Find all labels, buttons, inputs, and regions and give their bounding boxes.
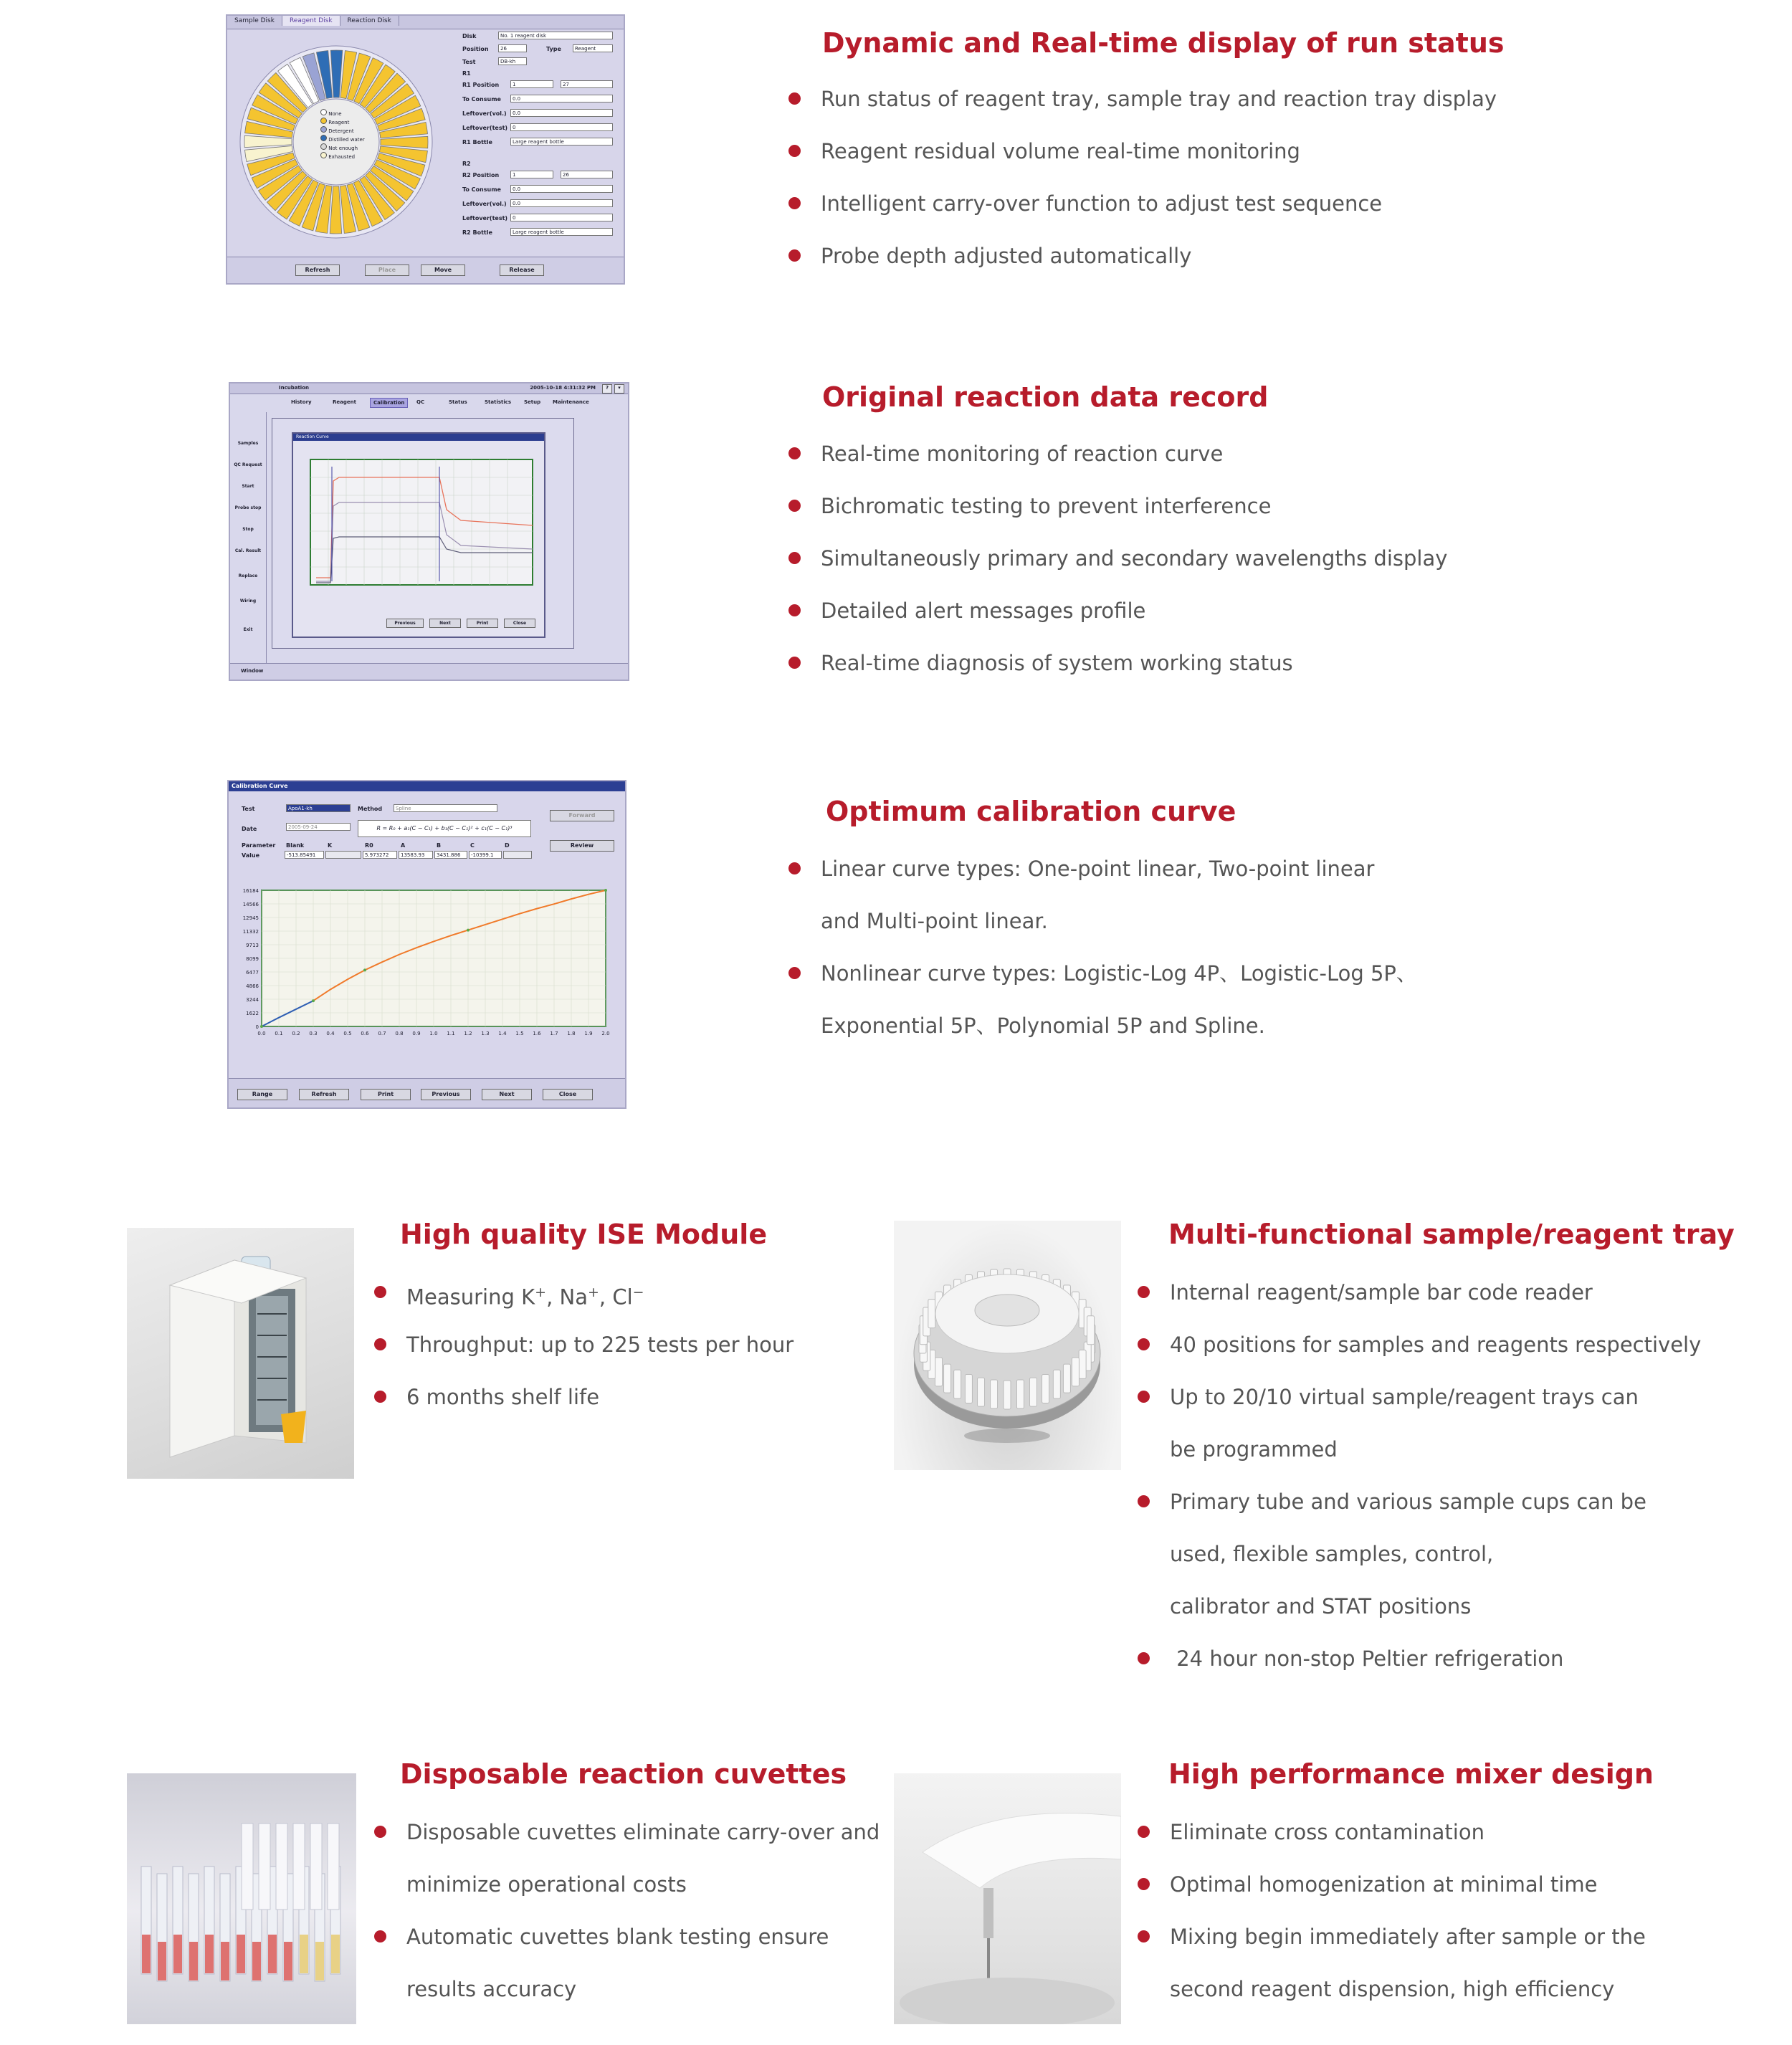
value-c: -10399.1 — [469, 851, 502, 859]
cuvette-liquid — [315, 1942, 324, 1980]
list-item: Run status of reagent tray, sample tray and reaction tray display — [788, 85, 1497, 137]
bullet-dot-icon — [788, 197, 801, 209]
print-button[interactable]: Print — [361, 1089, 411, 1100]
list-item: Linear curve types: One-point linear, Two-point linear — [788, 854, 1417, 907]
sample-tube — [1072, 1358, 1079, 1386]
y-tick-label: 6477 — [246, 970, 259, 976]
window-title-bar: Calibration Curve — [229, 781, 625, 791]
list-item: Automatic cuvettes blank testing ensure — [374, 1922, 880, 1975]
value-k — [325, 851, 361, 859]
bullet-dot-icon — [788, 657, 801, 669]
section6-title: Disposable reaction cuvettes — [400, 1758, 847, 1790]
place-button[interactable]: Place — [365, 264, 409, 276]
x-tick-label: 1.2 — [464, 1031, 472, 1036]
r2-position-field-2: 26 — [561, 171, 613, 178]
disk-button-bar — [227, 257, 624, 283]
x-tick-label: 0.5 — [343, 1031, 352, 1036]
bullet-dot-icon — [788, 447, 801, 459]
list-item: second reagent dispension, high efficiency — [1170, 1977, 1615, 2001]
list-item: and Multi-point linear. — [821, 909, 1048, 933]
side-item-stop[interactable]: Stop — [242, 527, 254, 532]
side-item-qc-request[interactable]: QC Request — [234, 462, 262, 467]
bullet-dot-icon — [374, 1338, 386, 1350]
x-tick-label: 1.1 — [447, 1031, 455, 1036]
section3-title: Optimum calibration curve — [826, 796, 1236, 827]
close-button[interactable]: Close — [504, 619, 535, 628]
section7-title: High performance mixer design — [1168, 1758, 1654, 1790]
sample-tube — [928, 1300, 935, 1328]
disk-legend — [320, 109, 365, 161]
side-item-start[interactable]: Start — [242, 484, 254, 489]
section7-bullets — [1138, 1818, 1646, 2027]
r2-position-field: 1 — [510, 171, 553, 178]
r1-position-field: 1 — [510, 80, 553, 88]
sample-tube — [1053, 1370, 1060, 1398]
side-item-replace[interactable]: Replace — [238, 573, 258, 578]
tab-reagent-disk[interactable]: Reagent Disk — [282, 16, 340, 26]
legend-detergent: Detergent — [328, 128, 354, 134]
list-item: Optimal homogenization at minimal time — [1138, 1870, 1646, 1922]
bullet-dot-icon — [1138, 1391, 1150, 1403]
cuvette-liquid — [158, 1942, 166, 1980]
side-toolbar — [230, 412, 267, 664]
tab-reagent[interactable]: Reagent — [333, 399, 356, 405]
x-tick-label: 1.7 — [550, 1031, 558, 1036]
list-item: Internal reagent/sample bar code reader — [1138, 1278, 1701, 1330]
value-r0: 5.973272 — [363, 851, 397, 859]
cuvette — [259, 1824, 270, 1910]
r2-leftover-vol-field: 0.0 — [510, 199, 613, 207]
range-button[interactable]: Range — [237, 1089, 287, 1100]
r1-bottle-field: Large reagent bottle — [510, 138, 613, 146]
sample-tube — [1029, 1378, 1036, 1406]
list-item: Intelligent carry-over function to adjust test sequence — [788, 189, 1497, 242]
y-tick-label: 12945 — [242, 915, 259, 921]
disk-label: Disk — [462, 33, 477, 39]
bullet-dot-icon — [788, 967, 801, 979]
header-incubation: Incubation — [279, 385, 309, 391]
section4-title: High quality ISE Module — [400, 1219, 768, 1250]
cuvette — [310, 1824, 322, 1910]
bullet-dot-icon — [374, 1391, 386, 1403]
move-button[interactable]: Move — [421, 264, 465, 276]
list-item: 24 hour non-stop Peltier refrigeration — [1138, 1644, 1701, 1697]
list-item: Up to 20/10 virtual sample/reagent trays can — [1138, 1383, 1701, 1435]
reaction-curve-dialog — [292, 432, 545, 638]
r2-label: R2 — [462, 161, 471, 167]
list-item: results accuracy — [406, 1977, 577, 2001]
refresh-button[interactable]: Refresh — [295, 264, 340, 276]
x-tick-label: 0.6 — [361, 1031, 369, 1036]
r1-position-field-2: 27 — [561, 80, 613, 88]
x-tick-label: 0.3 — [309, 1031, 318, 1036]
footer-window-label: Window — [241, 668, 264, 674]
chloride-charge: − — [632, 1284, 644, 1300]
cuvette-liquid — [173, 1935, 182, 1973]
data-point — [363, 968, 366, 971]
x-tick-label: 1.5 — [515, 1031, 524, 1036]
bullet-dot-icon — [374, 1826, 386, 1838]
position-field: 26 — [498, 44, 527, 52]
bullet-dot-icon — [1138, 1878, 1150, 1890]
cuvette-liquid — [300, 1935, 308, 1973]
sample-tube — [1042, 1374, 1049, 1403]
legend-reagent: Reagent — [328, 120, 350, 125]
cuvette-liquid — [237, 1935, 245, 1973]
x-tick-label: 1.6 — [533, 1031, 541, 1036]
r1-label: R1 — [462, 70, 471, 77]
legend-distilled-water: Distilled water — [328, 137, 365, 143]
forward-button[interactable]: Forward — [550, 810, 614, 821]
dialog-title-bar: Reaction Curve — [293, 434, 544, 441]
bullet-dot-icon — [1138, 1286, 1150, 1298]
x-tick-label: 0.8 — [395, 1031, 404, 1036]
list-item: Mixing begin immediately after sample or the — [1138, 1922, 1646, 1975]
list-item: minimize operational costs — [406, 1872, 687, 1897]
cuvette-liquid — [189, 1942, 198, 1980]
r1-leftover-vol-label: Leftover(vol.) — [462, 110, 507, 117]
app-tab-bar — [270, 398, 628, 408]
potassium-charge: + — [535, 1284, 547, 1300]
mixer-photo — [894, 1773, 1121, 2024]
y-tick-label: 1622 — [246, 1011, 259, 1016]
bullet-dot-icon — [374, 1286, 386, 1298]
list-item: Detailed alert messages profile — [788, 596, 1447, 649]
calibration-chart — [233, 882, 620, 1047]
side-item-cal-result[interactable]: Cal. Result — [234, 548, 262, 553]
sample-tube — [978, 1378, 985, 1406]
r1-leftover-test-field: 0 — [510, 123, 613, 131]
r1-consume-label: To Consume — [462, 96, 501, 103]
r1-leftover-vol-field: 0.0 — [510, 109, 613, 117]
x-tick-label: 1.3 — [481, 1031, 490, 1036]
data-point — [260, 1025, 263, 1028]
x-tick-label: 2.0 — [601, 1031, 610, 1036]
sample-tube — [965, 1374, 972, 1403]
bullet-dot-icon — [1138, 1826, 1150, 1838]
section3-bullets — [788, 854, 1417, 1064]
r2-leftover-vol-label: Leftover(vol.) — [462, 201, 507, 207]
cuvette-liquid — [252, 1942, 261, 1980]
r1-leftover-test-label: Leftover(test) — [462, 125, 508, 131]
calibration-curve-screenshot — [227, 780, 626, 1109]
y-tick-label: 11332 — [242, 929, 259, 935]
r1-consume-field: 0.0 — [510, 95, 613, 103]
x-tick-label: 0.7 — [378, 1031, 386, 1036]
value-a: 13583.93 — [399, 851, 433, 859]
app-footer — [230, 663, 628, 680]
side-item-exit[interactable]: Exit — [243, 627, 253, 632]
value-label: Value — [242, 852, 260, 859]
x-tick-label: 1.9 — [584, 1031, 593, 1036]
disk-tab-bar — [227, 16, 624, 29]
parameter-label: Parameter — [242, 842, 276, 849]
cuvette — [276, 1824, 287, 1910]
r2-leftover-test-label: Leftover(test) — [462, 215, 508, 221]
cuvette — [328, 1824, 339, 1910]
r2-bottle-field: Large reagent bottle — [510, 228, 613, 236]
section4-bullets — [374, 1278, 793, 1435]
sample-tray-illustration — [894, 1221, 1121, 1470]
x-tick-label: 0.9 — [412, 1031, 421, 1036]
cuvette-liquid — [268, 1935, 277, 1973]
data-point — [604, 889, 607, 892]
bullet-dot-icon — [788, 249, 801, 262]
list-item: Primary tube and various sample cups can be — [1138, 1487, 1701, 1540]
previous-button[interactable]: Previous — [421, 1089, 471, 1100]
position-label: Position — [462, 46, 489, 52]
ise-module-illustration — [127, 1228, 354, 1479]
param-c: C — [470, 842, 475, 849]
x-tick-label: 1.4 — [498, 1031, 507, 1036]
sample-tube — [944, 1364, 951, 1393]
bullet-dot-icon — [788, 145, 801, 157]
list-item: Nonlinear curve types: Logistic-Log 4P、Logistic-Log 5P、 — [788, 959, 1417, 1011]
tab-reaction-disk[interactable]: Reaction Disk — [340, 16, 399, 26]
list-item: Simultaneously primary and secondary wavelengths display — [788, 544, 1447, 596]
data-point — [312, 999, 315, 1002]
side-item-probe-stop[interactable]: Probe stop — [234, 505, 262, 510]
tab-calibration[interactable]: Calibration — [370, 398, 408, 408]
sample-tube — [1063, 1364, 1070, 1393]
help-icon[interactable]: ? — [602, 384, 612, 394]
list-item: Real-time monitoring of reaction curve — [788, 439, 1447, 492]
mixer-illustration — [894, 1773, 1121, 2024]
bullet-dot-icon — [1138, 1495, 1150, 1507]
print-button[interactable]: Print — [467, 619, 498, 628]
r2-position-label: R2 Position — [462, 172, 500, 178]
value-b: 3431.886 — [434, 851, 467, 859]
r2-consume-field: 0.0 — [510, 185, 613, 193]
cuvette-liquid — [205, 1935, 214, 1973]
section1-bullets — [788, 85, 1497, 294]
cuvette — [242, 1824, 253, 1910]
disk-select[interactable]: No. 1 reagent disk — [498, 32, 613, 39]
method-select[interactable]: Spline — [394, 804, 497, 812]
test-select[interactable]: ApoA1-kh — [286, 804, 351, 812]
sample-tray-photo — [894, 1221, 1121, 1470]
bullet-dot-icon — [1138, 1338, 1150, 1350]
list-item: Disposable cuvettes eliminate carry-over and — [374, 1818, 880, 1870]
param-r0: R0 — [365, 842, 373, 849]
date-label: Date — [242, 826, 257, 832]
x-tick-label: 1.8 — [567, 1031, 576, 1036]
bullet-dot-icon — [788, 92, 801, 105]
tab-history[interactable]: History — [291, 399, 312, 405]
section5-title: Multi-functional sample/reagent tray — [1168, 1219, 1735, 1250]
test-field: DB-kh — [498, 57, 527, 65]
list-item: Throughput: up to 225 tests per hour — [374, 1330, 793, 1383]
y-tick-label: 0 — [255, 1024, 259, 1030]
sample-tube — [1079, 1350, 1086, 1378]
sample-tube — [935, 1358, 943, 1386]
list-item: Real-time diagnosis of system working status — [788, 649, 1447, 701]
tab-setup[interactable]: Setup — [524, 399, 541, 405]
list-item: used, flexible samples, control, — [1170, 1542, 1494, 1566]
method-label: Method — [358, 806, 383, 812]
list-item: Measuring K+, Na+, Cl− — [374, 1278, 793, 1330]
cuvette-liquid — [142, 1935, 151, 1973]
side-item-wiring[interactable]: Wiring — [239, 599, 257, 604]
review-button[interactable]: Review — [550, 840, 614, 852]
cuvettes-illustration — [127, 1773, 356, 2024]
chevron-down-icon[interactable]: ▾ — [614, 384, 624, 394]
previous-button[interactable]: Previous — [386, 619, 424, 628]
legend-none: None — [328, 111, 342, 117]
list-item: Probe depth adjusted automatically — [788, 242, 1497, 294]
param-a: A — [401, 842, 406, 849]
header-datetime: 2005-10-18 4:31:32 PM — [530, 385, 596, 391]
legend-exhausted: Exhausted — [328, 154, 356, 160]
next-button[interactable]: Next — [482, 1089, 532, 1100]
value-blank: -513.85491 — [285, 851, 324, 859]
bullet-dot-icon — [788, 500, 801, 512]
section6-bullets — [374, 1818, 880, 2027]
reagent-disk-screenshot — [226, 14, 625, 285]
sample-tube — [1016, 1380, 1024, 1408]
close-button[interactable]: Close — [543, 1089, 593, 1100]
list-item: be programmed — [1170, 1437, 1338, 1462]
calibration-button-bar — [229, 1078, 625, 1107]
test-label: Test — [242, 806, 255, 812]
next-button[interactable]: Next — [429, 619, 461, 628]
list-item: Bichromatic testing to prevent interference — [788, 492, 1447, 544]
refresh-button[interactable]: Refresh — [299, 1089, 349, 1100]
r1-bottle-label: R1 Bottle — [462, 139, 492, 146]
param-b: B — [437, 842, 442, 849]
sample-tube — [954, 1370, 961, 1398]
sample-tube — [1087, 1316, 1095, 1345]
list-item: 6 months shelf life — [374, 1383, 793, 1435]
r2-leftover-test-field: 0 — [510, 214, 613, 221]
ise-module-photo — [127, 1228, 354, 1479]
param-d: D — [505, 842, 510, 849]
section2-title: Original reaction data record — [822, 381, 1269, 413]
tab-statistics[interactable]: Statistics — [485, 399, 512, 405]
reaction-curve-screenshot — [229, 382, 629, 681]
y-tick-label: 3244 — [246, 997, 259, 1003]
y-tick-label: 14566 — [242, 902, 259, 907]
data-point — [467, 929, 470, 932]
r1-position-label: R1 Position — [462, 82, 500, 88]
cuvettes-photo — [127, 1773, 356, 2024]
r2-bottle-label: R2 Bottle — [462, 229, 492, 236]
x-tick-label: 0.4 — [326, 1031, 335, 1036]
section1-title: Dynamic and Real-time display of run status — [822, 27, 1505, 59]
y-tick-label: 16184 — [242, 888, 259, 894]
cuvette-liquid — [221, 1942, 229, 1980]
list-item: 40 positions for samples and reagents respectively — [1138, 1330, 1701, 1383]
sample-tube — [1004, 1381, 1011, 1409]
x-tick-label: 0.2 — [292, 1031, 300, 1036]
y-tick-label: 4866 — [246, 983, 259, 989]
side-item-samples[interactable]: Samples — [237, 441, 259, 446]
bullet-dot-icon — [788, 862, 801, 874]
x-tick-label: 1.0 — [429, 1031, 438, 1036]
tab-qc[interactable]: QC — [416, 399, 425, 405]
formula-box: R = R₀ + a₁(C − C₁) + b₁(C − C₁)² + c₁(C − C₁)³ — [358, 820, 531, 837]
r2-consume-label: To Consume — [462, 186, 501, 193]
sample-tube — [991, 1380, 998, 1408]
legend-not-enough: Not enough — [328, 146, 358, 151]
list-item: calibrator and STAT positions — [1170, 1594, 1472, 1619]
type-label: Type — [546, 46, 561, 52]
param-k: K — [328, 842, 333, 849]
bullet-dot-icon — [1138, 1930, 1150, 1942]
list-item: Reagent residual volume real-time monitoring — [788, 137, 1497, 189]
release-button[interactable]: Release — [500, 264, 544, 276]
x-tick-label: 0.0 — [257, 1031, 266, 1036]
date-field: 2005-09-24 — [286, 823, 351, 831]
bullet-dot-icon — [1138, 1652, 1150, 1664]
cuvette-liquid — [284, 1942, 292, 1980]
section5-bullets — [1138, 1278, 1701, 1697]
y-tick-label: 8099 — [246, 956, 259, 962]
y-tick-label: 9713 — [246, 943, 259, 948]
value-d — [503, 851, 532, 859]
list-item: Exponential 5P、Polynomial 5P and Spline. — [821, 1014, 1265, 1038]
app-header — [230, 383, 628, 394]
cuvette — [293, 1824, 305, 1910]
sodium-charge: + — [587, 1284, 599, 1300]
bullet-dot-icon — [788, 552, 801, 564]
tab-sample-disk[interactable]: Sample Disk — [227, 16, 282, 26]
bullet-dot-icon — [374, 1930, 386, 1942]
param-blank: Blank — [286, 842, 305, 849]
reaction-curve-plot — [296, 445, 540, 599]
test-label: Test — [462, 59, 476, 65]
list-item: Eliminate cross contamination — [1138, 1818, 1646, 1870]
cuvette-liquid — [331, 1935, 340, 1973]
tab-status[interactable]: Status — [449, 399, 467, 405]
x-tick-label: 0.1 — [275, 1031, 283, 1036]
section2-bullets — [788, 439, 1447, 701]
tab-maintenance[interactable]: Maintenance — [553, 399, 589, 405]
type-field: Reagent — [573, 44, 613, 52]
bullet-dot-icon — [788, 604, 801, 616]
